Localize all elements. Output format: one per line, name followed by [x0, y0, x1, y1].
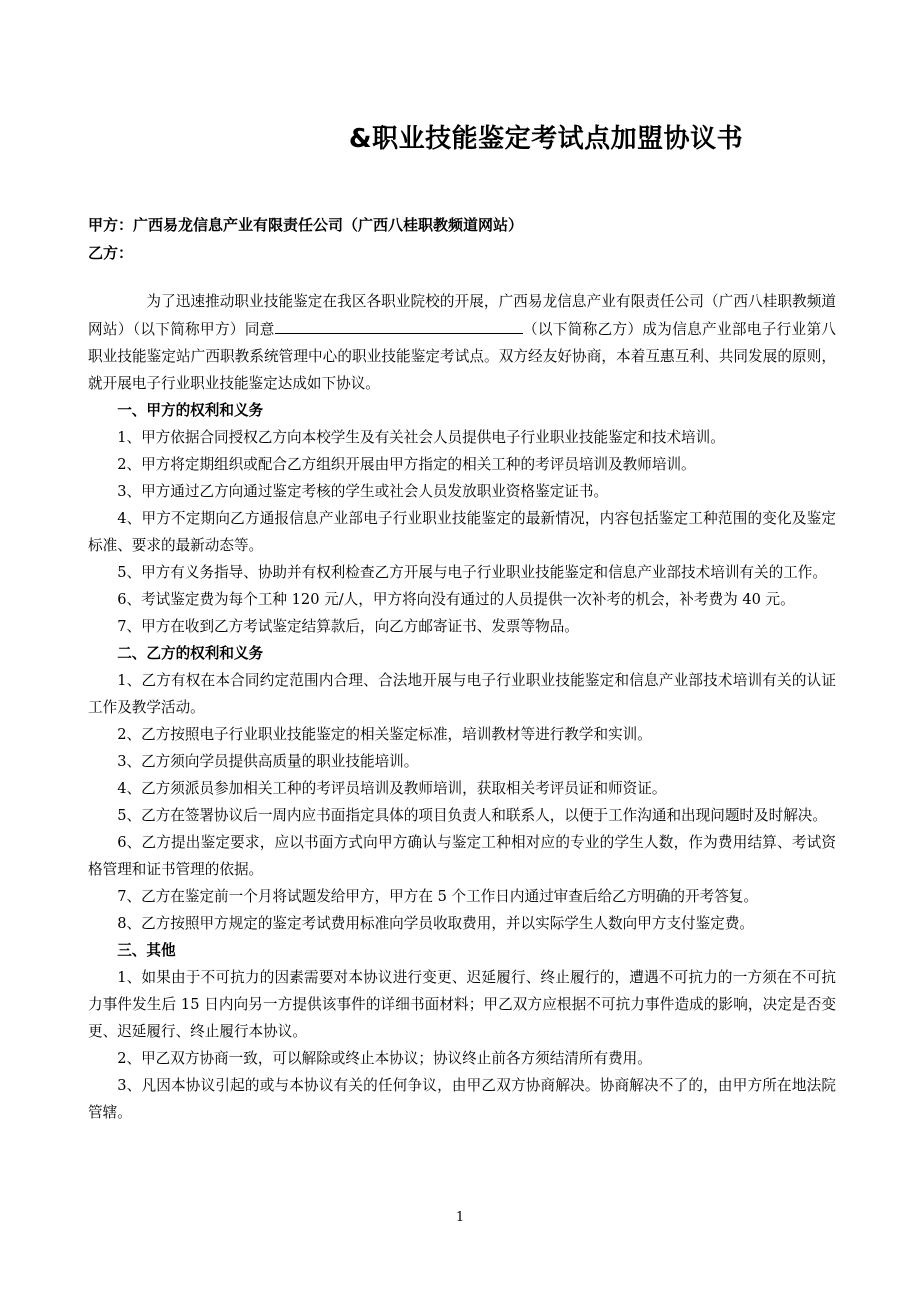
party-b-name-blank — [275, 315, 523, 334]
clause: 4、乙方须派员参加相关工种的考评员培训及教师培训，获取相关考评员证和师资证。 — [117, 780, 667, 797]
intro-text-before: 为了迅速推动职业技能鉴定在我区各职业院校的开展，广西易龙信息产业有限责任公司（广西八桂职教频道网站）（以下简称甲方）同意 — [88, 293, 836, 338]
clause: 2、甲乙双方协商一致，可以解除或终止本协议；协议终止前各方须结清所有费用。 — [117, 1050, 652, 1067]
clause: 6、考试鉴定费为每个工种 120 元/人，甲方将向没有通过的人员提供一次补考的机会，补考费为 40 元。 — [117, 591, 795, 608]
clause: 4、甲方不定期向乙方通报信息产业部电子行业职业技能鉴定的最新情况，内容包括鉴定工种范围的变化及鉴定标准、要求的最新动态等。 — [88, 510, 836, 554]
document-title: &职业技能鉴定考试点加盟协议书 — [348, 124, 744, 154]
clause: 3、乙方须向学员提供高质量的职业技能培训。 — [117, 753, 419, 770]
clause: 2、甲方将定期组织或配合乙方组织开展由甲方指定的相关工种的考评员培训及教师培训。 — [117, 456, 696, 473]
page-number: 1 — [455, 1210, 465, 1225]
clause: 6、乙方提出鉴定要求，应以书面方式向甲方确认与鉴定工种相对应的专业的学生人数，作为费用结算、考试资格管理和证书管理的依据。 — [88, 834, 836, 878]
clause: 8、乙方按照甲方规定的鉴定考试费用标准向学员收取费用，并以实际学生人数向甲方支付鉴定费。 — [117, 915, 755, 932]
clause: 5、乙方在签署协议后一周内应书面指定具体的项目负责人和联系人，以便于工作沟通和出现问题时及时解决。 — [117, 807, 827, 824]
section-heading-party-a: 一、甲方的权利和义务 — [117, 402, 264, 419]
clause: 7、甲方在收到乙方考试鉴定结算款后，向乙方邮寄证书、发票等物品。 — [117, 618, 579, 635]
clause: 3、甲方通过乙方向通过鉴定考核的学生或社会人员发放职业资格鉴定证书。 — [117, 483, 609, 500]
clause: 7、乙方在鉴定前一个月将试题发给甲方，甲方在 5 个工作日内通过审查后给乙方明确的开考答复。 — [117, 888, 758, 905]
clause: 5、甲方有义务指导、协助并有权利检查乙方开展与电子行业职业技能鉴定和信息产业部技术培训有关的工作。 — [117, 564, 827, 581]
intro-text-after: （以下简称乙方）成为信息产业部电子行业第八职业技能鉴定站广西职教系统管理中心的职业技能鉴定考试点。双方经友好协商，本着互惠互利、共同发展的原则，就开展电子行业职业技能鉴定达成如下协议。 — [88, 321, 836, 392]
clause: 1、乙方有权在本合同约定范围内合理、合法地开展与电子行业职业技能鉴定和信息产业部技术培训有关的认证工作及教学活动。 — [88, 672, 836, 716]
agreement-body — [88, 288, 836, 1126]
section-heading-party-b: 二、乙方的权利和义务 — [117, 645, 264, 662]
party-a: 甲方：广西易龙信息产业有限责任公司（广西八桂职教频道网站） — [88, 216, 524, 234]
clause: 2、乙方按照电子行业职业技能鉴定的相关鉴定标准，培训教材等进行教学和实训。 — [117, 726, 652, 743]
section-heading-other: 三、其他 — [117, 942, 176, 959]
clause: 3、凡因本协议引起的或与本协议有关的任何争议，由甲乙双方协商解决。协商解决不了的，由甲方所在地法院管辖。 — [88, 1077, 836, 1121]
party-b: 乙方： — [88, 244, 134, 262]
intro-paragraph — [88, 288, 836, 397]
clause: 1、甲方依据合同授权乙方向本校学生及有关社会人员提供电子行业职业技能鉴定和技术培训。 — [117, 429, 725, 446]
clause: 1、如果由于不可抗力的因素需要对本协议进行变更、迟延履行、终止履行的，遭遇不可抗力的一方须在不可抗力事件发生后 15 日内向另一方提供该事件的详细书面材料；甲乙双方应根据不可抗力事件造成的影响，决定是否变更、迟延履行、终止履行本协议。 — [88, 969, 836, 1040]
